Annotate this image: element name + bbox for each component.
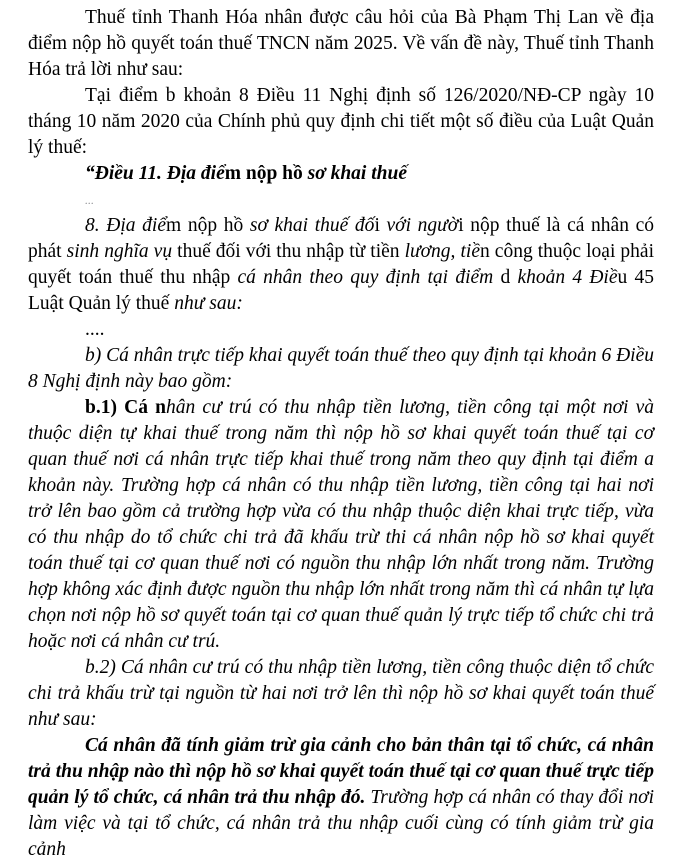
text-run: ...: [85, 193, 94, 207]
text-run: ....: [85, 319, 105, 340]
ellipsis-four-dots: [28, 317, 654, 343]
article-11-heading: [28, 161, 654, 187]
text-run: Trường hợp cá nhân có thay đổi nơi làm việc và tại tổ chức, cá nhân trả thu nhập cuối cùng có tính giảm trừ gia cảnh: [28, 787, 654, 860]
text-run: hân cư trú có thu nhập tiền lương, tiền công tại một nơi và thuộc diện tự khai thuế trong năm thì nộp hồ sơ khai quyết toán thuế tại cơ quan thuế nơi cá nhân trực tiếp khai thuế trong năm theo quy định tại điểm a khoản này. Trường hợp cá nhân có thu nhập tiền lương, tiền công tại hai nơi trở lên bao gồm cả trường hợp vừa có thu nhập thuộc diện khai trực tiếp, vừa có thu nhập do tổ chức chi trả đã khấu trừ thi cá nhân nộp hồ sơ khai quyết toán thuế tại cơ quan thuế nơi có nguồn thu nhập lớn nhất trong năm. Trường hợp không xác định được nguồn thu nhập lớn nhất trong năm thì cá nhân tự lựa chọn nơi nộp hồ sơ quyết toán tại cơ quan thuế quản lý trực tiếp tổ chức chi trả hoặc nơi cá nhân cư trú.: [28, 397, 654, 652]
clause-b1-paragraph: [28, 395, 654, 655]
text-run: sơ khai thuế: [307, 163, 407, 184]
clause-b-paragraph: [28, 343, 654, 395]
intro-paragraph: [28, 5, 654, 83]
text-run: m nộp hồ: [224, 163, 308, 184]
text-run: với ngườ: [386, 215, 459, 236]
text-run: “Điều 11. Địa điể: [85, 163, 225, 184]
text-run: sinh nghĩa vụ: [66, 241, 178, 262]
text-run: i: [374, 215, 387, 236]
text-run: Tại điểm b khoản 8 Điều 11 Nghị định số 126/2020/NĐ-CP ngày 10 tháng 10 năm 2020 của Chính phủ quy định chi tiết một số điều của Luật Quản lý thuế:: [28, 85, 654, 158]
final-guidance-paragraph: [28, 733, 654, 863]
legal-reference-paragraph: [28, 83, 654, 161]
text-run: b) Cá nhân trực tiếp khai quyết toán thuế theo quy định tại khoản 6 Điều 8 Nghị định này bao gồm:: [28, 345, 654, 392]
text-run: Cá nhân đã tính giảm trừ gia cảnh cho bản thân tại tổ chức, cá nhân trả thu nhập nào thì nộp hồ sơ khai quyết toán thuế tại cơ quan thuế trực tiếp quản lý tổ chức, cá nhân trả thu nhập đó.: [28, 735, 654, 808]
text-run: d: [493, 267, 518, 288]
text-run: b.2) Cá nhân cư trú có thu nhập tiền lương, tiền công thuộc diện tổ chức chi trả khấu trừ tại nguồn từ hai nơi trở lên thì nộp hồ sơ khai quyết toán thuế như sau:: [28, 657, 654, 730]
text-run: sơ khai thuế đố: [249, 215, 375, 236]
text-run: m nộp hồ: [166, 215, 250, 236]
text-run: khoản 4 Điề: [517, 267, 618, 288]
text-run: thuế đối với thu nhập từ tiền: [177, 241, 405, 262]
text-run: i nộp thuế là cá nhân có phát: [28, 215, 654, 262]
text-run: u 45 Luật Quản lý thuế: [28, 267, 655, 314]
ellipsis-small: [28, 187, 654, 213]
text-run: cá nhân theo quy định tại điểm: [237, 267, 494, 288]
text-run: Thuế tỉnh Thanh Hóa nhân được câu hỏi của Bà Phạm Thị Lan về địa điểm nộp hồ quyết toán thuế TNCN năm 2025. Về vấn đề này, Thuế tỉnh Thanh Hóa trả lời như sau:: [28, 7, 654, 80]
text-run: b.1) Cá n: [85, 397, 166, 418]
text-run: lương, tiề: [404, 241, 480, 262]
text-run: n công thuộc loại phải quyết toán thuế thu nhập: [28, 241, 655, 288]
text-run: 8. Địa điể: [85, 215, 166, 236]
clause-b2-paragraph: [28, 655, 654, 733]
clause-8-paragraph: [28, 213, 654, 317]
text-run: như sau:: [174, 293, 243, 314]
